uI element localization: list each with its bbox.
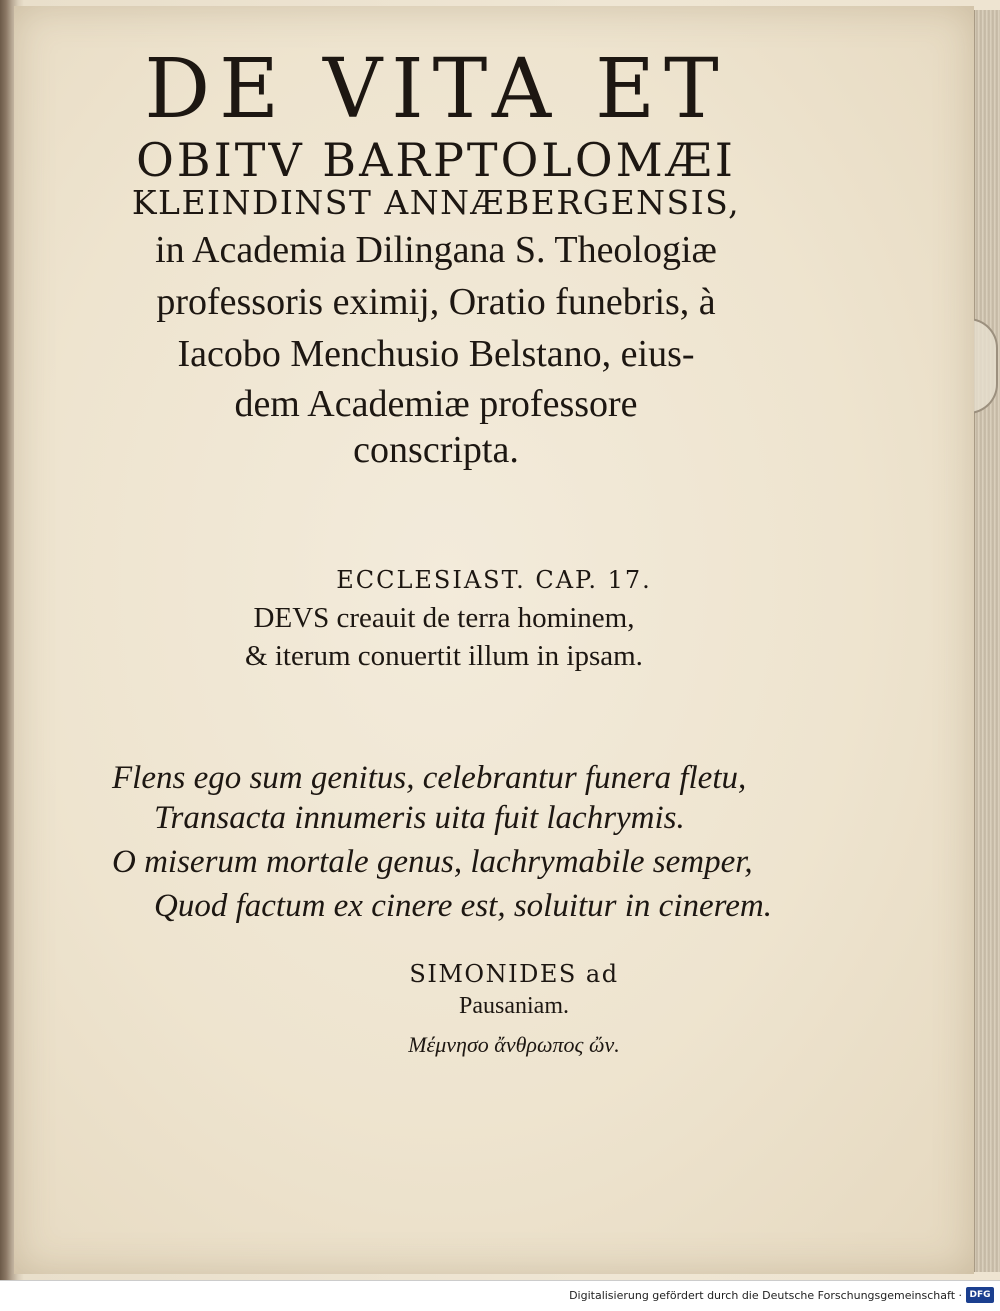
epigraph-line-1: DEVS creauit de terra hominem, [253, 602, 635, 634]
attribution-author: SIMONIDES ad [409, 960, 619, 988]
title-line-4: in Academia Dilingana S. Theologiæ [155, 229, 717, 271]
title-line-6: Iacobo Menchusio Belstano, eius- [177, 333, 695, 375]
verse-line-2: Transacta innumeris uita fuit lachrymis. [154, 800, 685, 836]
attribution-greek: Μέμνησο ἄνθρωπος ὤν. [408, 1032, 620, 1057]
title-line-8: conscripta. [353, 429, 519, 471]
page-edges [974, 10, 1000, 1272]
title-line-1: DE VITA ET [144, 42, 728, 137]
title-line-2: OBITV BARPTOLOMÆI [136, 133, 736, 187]
epigraph-line-2: & iterum conuertit illum in ipsam. [245, 640, 643, 672]
digitization-footer [0, 1280, 1000, 1311]
title-line-7: dem Academiæ professore [234, 383, 638, 425]
attribution-recipient: Pausaniam. [459, 993, 569, 1019]
dfg-logo-icon: DFG [966, 1287, 994, 1303]
verse-line-4: Quod factum ex cinere est, soluitur in cinerem. [154, 888, 772, 924]
title-page [14, 6, 974, 1274]
title-line-3: KLEINDINST ANNÆBERGENSIS, [131, 183, 741, 222]
verse-line-1: Flens ego sum genitus, celebrantur funera fletu, [112, 760, 747, 796]
epigraph-reference: ECCLESIAST. CAP. 17. [336, 566, 652, 594]
funding-credit: Digitalisierung gefördert durch die Deutsche Forschungsgemeinschaft · [569, 1289, 962, 1302]
verse-line-3: O miserum mortale genus, lachrymabile semper, [112, 844, 753, 880]
title-line-5: professoris eximij, Oratio funebris, à [156, 281, 716, 323]
